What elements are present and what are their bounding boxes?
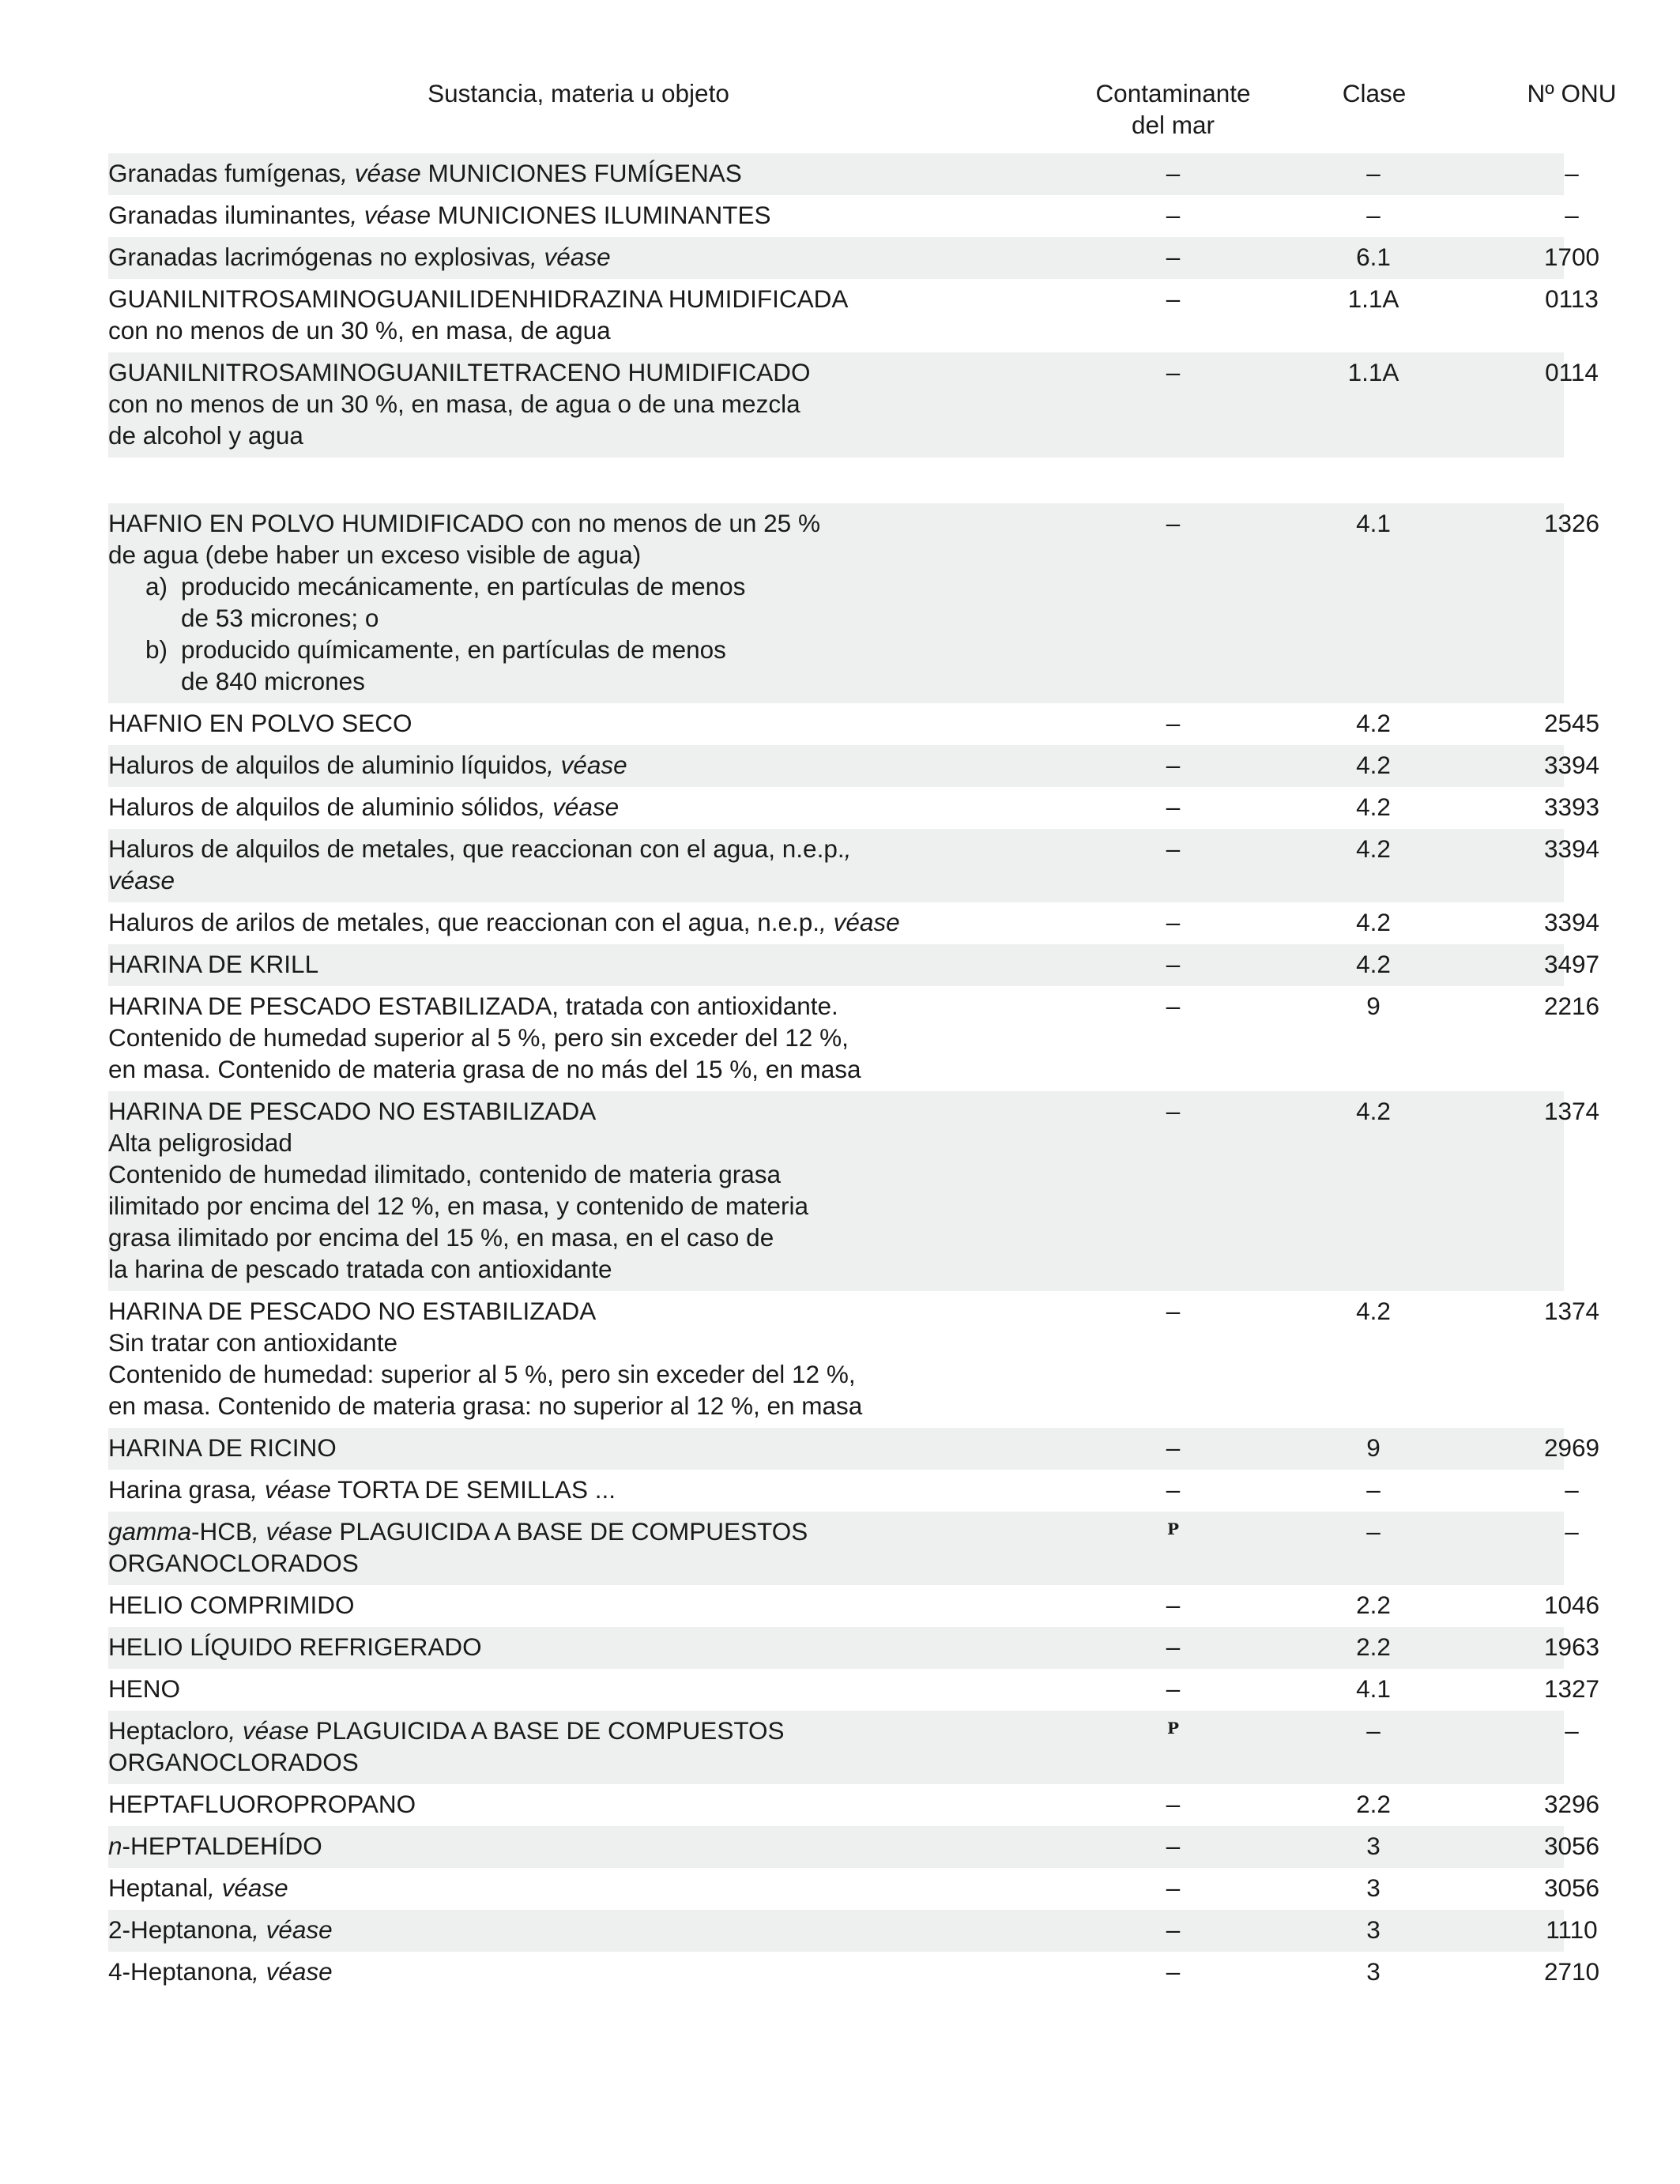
substance-line bbox=[108, 1715, 962, 1746]
un-number-cell: 2545 bbox=[1543, 709, 1600, 737]
marine-pollutant-cell: – bbox=[1166, 1632, 1181, 1661]
marine-pollutant-cell: – bbox=[1166, 159, 1181, 187]
table-row bbox=[108, 1784, 1600, 1826]
table-row bbox=[108, 1711, 1579, 1784]
class-cell: – bbox=[1366, 1716, 1381, 1745]
substance-line bbox=[108, 1295, 962, 1327]
text: Contenido de humedad: superior al 5 %, pero sin exceder del 12 %, bbox=[108, 1360, 856, 1388]
substance-cell bbox=[108, 1474, 962, 1505]
substance-line bbox=[108, 1358, 962, 1390]
un-number-cell: – bbox=[1565, 159, 1579, 187]
marine-pollutant-cell: – bbox=[1166, 1790, 1181, 1818]
substance-line bbox=[108, 864, 962, 896]
text: GUANILNITROSAMINOGUANILIDENHIDRAZINA HUMIDIFICADA bbox=[108, 284, 849, 313]
substance-cell bbox=[108, 990, 962, 1085]
italic-text: gamma bbox=[108, 1517, 192, 1546]
table-row bbox=[108, 703, 1600, 745]
marine-pollutant-cell: – bbox=[1166, 751, 1181, 779]
substance-line bbox=[108, 1127, 962, 1158]
marine-pollutant-cell: – bbox=[1166, 358, 1181, 386]
substance-cell bbox=[108, 157, 962, 189]
substance-line bbox=[108, 1222, 962, 1253]
header-class: Clase bbox=[1342, 79, 1407, 107]
substance-line bbox=[108, 1190, 962, 1222]
table-row bbox=[108, 1627, 1600, 1669]
table-row bbox=[108, 1826, 1600, 1868]
marine-pollutant-cell: – bbox=[1166, 908, 1181, 936]
class-cell: 3 bbox=[1366, 1873, 1381, 1902]
marine-pollutant-cell: – bbox=[1166, 992, 1181, 1020]
substance-line bbox=[108, 539, 962, 570]
substance-cell bbox=[108, 1830, 962, 1862]
text: la harina de pescado tratada con antioxidante bbox=[108, 1255, 612, 1283]
table-row bbox=[108, 195, 1579, 237]
italic-text: , véase bbox=[252, 1915, 333, 1944]
substance-cell bbox=[108, 283, 962, 346]
substance-line bbox=[108, 1390, 962, 1421]
text: Heptanal bbox=[108, 1873, 209, 1902]
text: Heptacloro bbox=[108, 1716, 229, 1745]
class-cell: 4.1 bbox=[1356, 509, 1391, 537]
marine-pollutant-cell: – bbox=[1166, 1297, 1181, 1325]
marine-pollutant-mark: P bbox=[1166, 1719, 1180, 1738]
substance-line bbox=[108, 1788, 962, 1820]
header-un-number: Nº ONU bbox=[1527, 79, 1617, 107]
text: HARINA DE RICINO bbox=[108, 1433, 337, 1462]
text: Harina grasa bbox=[108, 1475, 251, 1504]
un-number-cell: 1374 bbox=[1543, 1097, 1600, 1125]
sub-item-line: de 840 micrones bbox=[181, 667, 365, 695]
un-number-cell: 3394 bbox=[1543, 908, 1600, 936]
class-cell: 4.2 bbox=[1356, 1097, 1391, 1125]
text: GUANILNITROSAMINOGUANILTETRACENO HUMIDIFICADO bbox=[108, 358, 811, 386]
italic-text: , véase bbox=[252, 1957, 333, 1986]
sub-item-line: de 53 micrones; o bbox=[181, 604, 379, 632]
substance-cell bbox=[108, 791, 962, 823]
substance-cell bbox=[108, 507, 962, 697]
marine-pollutant-cell: – bbox=[1166, 243, 1181, 271]
class-cell: 4.2 bbox=[1356, 908, 1391, 936]
un-number-cell: 3393 bbox=[1543, 793, 1600, 821]
sub-item-label: a) bbox=[145, 572, 168, 601]
substance-line bbox=[108, 707, 962, 739]
text: con no menos de un 30 %, en masa, de agua bbox=[108, 316, 611, 345]
sub-item-text bbox=[181, 570, 745, 634]
un-number-cell: – bbox=[1565, 1475, 1579, 1504]
text: HARINA DE KRILL bbox=[108, 950, 319, 978]
italic-text: , véase bbox=[538, 793, 620, 821]
substance-line bbox=[108, 241, 962, 273]
un-number-cell: 0114 bbox=[1545, 358, 1599, 386]
class-cell: – bbox=[1366, 159, 1381, 187]
substance-line bbox=[108, 948, 962, 980]
substance-line bbox=[108, 1547, 962, 1579]
marine-pollutant-cell: – bbox=[1166, 1873, 1181, 1902]
un-number-cell: 2969 bbox=[1543, 1433, 1600, 1462]
table-row bbox=[108, 1091, 1600, 1291]
un-number-cell: 2710 bbox=[1543, 1957, 1600, 1986]
sub-item-label: b) bbox=[145, 635, 168, 664]
class-cell: 4.2 bbox=[1356, 751, 1391, 779]
class-cell: 4.2 bbox=[1356, 709, 1391, 737]
un-number-cell: 3296 bbox=[1543, 1790, 1600, 1818]
text: 4-Heptanona bbox=[108, 1957, 253, 1986]
marine-pollutant-cell: – bbox=[1166, 1097, 1181, 1125]
marine-pollutant-cell: – bbox=[1166, 1433, 1181, 1462]
substance-line bbox=[108, 1474, 962, 1505]
marine-pollutant-cell: – bbox=[1166, 709, 1181, 737]
class-cell: 3 bbox=[1366, 1957, 1381, 1986]
marine-pollutant-cell: – bbox=[1166, 1674, 1181, 1703]
italic-text: , véase bbox=[819, 908, 900, 936]
class-cell: 2.2 bbox=[1356, 1790, 1391, 1818]
text: Alta peligrosidad bbox=[108, 1128, 292, 1157]
substance-line bbox=[108, 314, 962, 346]
text: Haluros de alquilos de aluminio líquidos bbox=[108, 751, 548, 779]
un-number-cell: 0113 bbox=[1545, 284, 1599, 313]
substance-line bbox=[108, 1830, 962, 1862]
class-cell: 1.1A bbox=[1347, 284, 1399, 313]
substance-line bbox=[108, 1022, 962, 1053]
text: de alcohol y agua bbox=[108, 421, 303, 450]
class-cell: 3 bbox=[1366, 1832, 1381, 1860]
text: PLAGUICIDA A BASE DE COMPUESTOS bbox=[308, 1716, 785, 1745]
substance-cell bbox=[108, 1715, 962, 1778]
italic-text: , véase bbox=[228, 1716, 309, 1745]
class-cell: – bbox=[1366, 201, 1381, 229]
substance-cell bbox=[108, 1788, 962, 1820]
sub-item-text bbox=[181, 634, 726, 697]
marine-pollutant-cell: – bbox=[1166, 1915, 1181, 1944]
table-header bbox=[108, 77, 1617, 153]
substance-cell bbox=[108, 1589, 962, 1621]
table-row bbox=[108, 153, 1579, 195]
substance-cell bbox=[108, 199, 962, 231]
substance-line bbox=[108, 1872, 962, 1903]
class-cell: 9 bbox=[1366, 992, 1381, 1020]
class-cell: 2.2 bbox=[1356, 1632, 1391, 1661]
table-row bbox=[108, 1952, 1600, 1994]
marine-pollutant-cell: – bbox=[1166, 834, 1181, 863]
un-number-cell: 1046 bbox=[1543, 1591, 1600, 1619]
italic-text: , véase bbox=[208, 1873, 288, 1902]
dangerous-goods-table bbox=[108, 77, 1617, 1994]
substance-cell bbox=[108, 1631, 962, 1662]
text: -HCB bbox=[191, 1517, 253, 1546]
class-cell: 4.2 bbox=[1356, 1297, 1391, 1325]
table-row bbox=[108, 1910, 1598, 1952]
substance-line bbox=[108, 199, 962, 231]
text: Granadas iluminantes bbox=[108, 201, 351, 229]
marine-pollutant-cell: – bbox=[1166, 793, 1181, 821]
text: HENO bbox=[108, 1674, 181, 1703]
substance-line bbox=[108, 1095, 962, 1127]
substance-cell bbox=[108, 906, 962, 938]
substance-cell bbox=[108, 1516, 962, 1579]
table-row bbox=[108, 1868, 1600, 1910]
text: Haluros de alquilos de aluminio sólidos bbox=[108, 793, 539, 821]
table-row bbox=[108, 237, 1600, 279]
text: HARINA DE PESCADO ESTABILIZADA, tratada con antioxidante. bbox=[108, 992, 838, 1020]
substance-line bbox=[108, 1158, 962, 1190]
substance-line bbox=[108, 1327, 962, 1358]
substance-line bbox=[108, 749, 962, 781]
substance-cell bbox=[108, 749, 962, 781]
marine-pollutant-mark: P bbox=[1166, 1519, 1180, 1538]
table-row bbox=[108, 902, 1600, 944]
substance-line bbox=[108, 388, 962, 420]
table-row bbox=[108, 829, 1600, 902]
table-row bbox=[108, 352, 1599, 458]
substance-line bbox=[108, 1432, 962, 1463]
substance-cell bbox=[108, 241, 962, 273]
table-row bbox=[108, 944, 1600, 986]
un-number-cell: 3056 bbox=[1543, 1832, 1600, 1860]
un-number-cell: 1327 bbox=[1543, 1674, 1600, 1703]
text: ilimitado por encima del 12 %, en masa, y contenido de materia bbox=[108, 1192, 808, 1220]
text: HARINA DE PESCADO NO ESTABILIZADA bbox=[108, 1297, 597, 1325]
substance-line bbox=[108, 1631, 962, 1662]
table-row bbox=[108, 1470, 1579, 1512]
italic-text: , véase bbox=[252, 1517, 333, 1546]
marine-pollutant-cell: – bbox=[1166, 284, 1181, 313]
un-number-cell: 1963 bbox=[1543, 1632, 1600, 1661]
class-cell: 4.2 bbox=[1356, 793, 1391, 821]
text: Granadas lacrimógenas no explosivas bbox=[108, 243, 531, 271]
italic-text: n bbox=[108, 1832, 122, 1860]
table-row bbox=[108, 745, 1600, 787]
un-number-cell: 1326 bbox=[1543, 509, 1600, 537]
marine-pollutant-cell: – bbox=[1166, 1475, 1181, 1504]
substance-cell bbox=[108, 948, 962, 980]
text: Haluros de arilos de metales, que reaccionan con el agua, n.e.p. bbox=[108, 908, 820, 936]
un-number-cell: 3394 bbox=[1543, 751, 1600, 779]
un-number-cell: 1374 bbox=[1543, 1297, 1600, 1325]
substance-line bbox=[108, 833, 962, 864]
italic-text: , véase bbox=[547, 751, 627, 779]
un-number-cell: 1700 bbox=[1543, 243, 1600, 271]
substance-line bbox=[108, 356, 962, 388]
text: Haluros de alquilos de metales, que reaccionan con el agua, n.e.p. bbox=[108, 834, 845, 863]
sub-item bbox=[108, 634, 962, 697]
substance-cell bbox=[108, 1956, 962, 1987]
marine-pollutant-cell: – bbox=[1166, 1957, 1181, 1986]
class-cell: 4.2 bbox=[1356, 950, 1391, 978]
substance-line bbox=[108, 1914, 962, 1945]
text: HAFNIO EN POLVO HUMIDIFICADO con no menos de un 25 % bbox=[108, 509, 820, 537]
table-row bbox=[108, 503, 1600, 703]
substance-line bbox=[108, 1746, 962, 1778]
un-number-cell: – bbox=[1565, 1517, 1579, 1546]
substance-cell bbox=[108, 1872, 962, 1903]
italic-text: véase bbox=[108, 866, 175, 894]
text: Granadas fumígenas bbox=[108, 159, 341, 187]
text: con no menos de un 30 %, en masa, de agua o de una mezcla bbox=[108, 390, 800, 418]
substance-cell bbox=[108, 1095, 962, 1285]
text: HAFNIO EN POLVO SECO bbox=[108, 709, 412, 737]
un-number-cell: – bbox=[1565, 201, 1579, 229]
table-row bbox=[108, 1669, 1600, 1711]
marine-pollutant-cell: – bbox=[1166, 1591, 1181, 1619]
table-row bbox=[108, 1585, 1600, 1627]
class-cell: 1.1A bbox=[1347, 358, 1399, 386]
un-number-cell: 3497 bbox=[1543, 950, 1600, 978]
substance-line bbox=[108, 1589, 962, 1621]
substance-line bbox=[108, 1516, 962, 1547]
table-row bbox=[108, 986, 1600, 1091]
text: ORGANOCLORADOS bbox=[108, 1549, 359, 1577]
italic-text: , véase bbox=[341, 159, 421, 187]
table-row bbox=[108, 1291, 1600, 1428]
text: HEPTAFLUOROPROPANO bbox=[108, 1790, 416, 1818]
text: grasa ilimitado por encima del 15 %, en masa, en el caso de bbox=[108, 1223, 774, 1252]
un-number-cell: 3394 bbox=[1543, 834, 1600, 863]
substance-cell bbox=[108, 1432, 962, 1463]
italic-text: , véase bbox=[350, 201, 431, 229]
table-row bbox=[108, 1428, 1600, 1470]
header-marine-pollutant: Contaminante del mar bbox=[1095, 79, 1251, 139]
row-spacer bbox=[108, 458, 1564, 503]
table-body bbox=[108, 153, 1600, 1994]
un-number-cell: 3056 bbox=[1543, 1873, 1600, 1902]
text: HARINA DE PESCADO NO ESTABILIZADA bbox=[108, 1097, 597, 1125]
text: 2-Heptanona bbox=[108, 1915, 253, 1944]
class-cell: 6.1 bbox=[1356, 243, 1391, 271]
class-cell: 2.2 bbox=[1356, 1591, 1391, 1619]
italic-text: , véase bbox=[250, 1475, 331, 1504]
header-substance: Sustancia, materia u objeto bbox=[428, 79, 729, 107]
sub-item-line: producido mecánicamente, en partículas de menos bbox=[181, 572, 746, 601]
class-cell: 3 bbox=[1366, 1915, 1381, 1944]
marine-pollutant-cell: – bbox=[1166, 950, 1181, 978]
text: TORTA DE SEMILLAS ... bbox=[330, 1475, 616, 1504]
table-row bbox=[108, 1512, 1579, 1585]
italic-text: , bbox=[844, 834, 852, 863]
substance-line bbox=[108, 157, 962, 189]
sub-item-line: producido químicamente, en partículas de menos bbox=[181, 635, 726, 664]
substance-line bbox=[108, 791, 962, 823]
substance-line bbox=[108, 283, 962, 314]
text: Contenido de humedad ilimitado, contenido de materia grasa bbox=[108, 1160, 782, 1188]
text: Contenido de humedad superior al 5 %, pero sin exceder del 12 %, bbox=[108, 1023, 849, 1052]
marine-pollutant-cell: – bbox=[1166, 509, 1181, 537]
text: PLAGUICIDA A BASE DE COMPUESTOS bbox=[332, 1517, 808, 1546]
class-cell: – bbox=[1366, 1517, 1381, 1546]
text: MUNICIONES ILUMINANTES bbox=[430, 201, 771, 229]
substance-line bbox=[108, 1253, 962, 1285]
class-cell: 4.2 bbox=[1356, 834, 1391, 863]
substance-line bbox=[108, 1053, 962, 1085]
substance-line bbox=[108, 1956, 962, 1987]
text: MUNICIONES FUMÍGENAS bbox=[420, 159, 742, 187]
italic-text: , véase bbox=[530, 243, 611, 271]
substance-cell bbox=[108, 1914, 962, 1945]
marine-pollutant-cell: – bbox=[1166, 201, 1181, 229]
substance-cell bbox=[108, 1295, 962, 1421]
substance-cell bbox=[108, 833, 962, 896]
text: de agua (debe haber un exceso visible de agua) bbox=[108, 540, 642, 569]
text: en masa. Contenido de materia grasa: no superior al 12 %, en masa bbox=[108, 1391, 863, 1420]
marine-pollutant-cell: – bbox=[1166, 1832, 1181, 1860]
substance-line bbox=[108, 1673, 962, 1704]
text: HELIO COMPRIMIDO bbox=[108, 1591, 355, 1619]
substance-line bbox=[108, 906, 962, 938]
substance-cell bbox=[108, 707, 962, 739]
un-number-cell: 1110 bbox=[1546, 1915, 1598, 1944]
class-cell: 9 bbox=[1366, 1433, 1381, 1462]
text: en masa. Contenido de materia grasa de no más del 15 %, en masa bbox=[108, 1055, 861, 1083]
substance-line bbox=[108, 507, 962, 539]
substance-cell bbox=[108, 1673, 962, 1704]
table-row bbox=[108, 787, 1600, 829]
class-cell: – bbox=[1366, 1475, 1381, 1504]
sub-item bbox=[108, 570, 962, 634]
text: HELIO LÍQUIDO REFRIGERADO bbox=[108, 1632, 482, 1661]
un-number-cell: 2216 bbox=[1543, 992, 1600, 1020]
substance-line bbox=[108, 990, 962, 1022]
substance-line bbox=[108, 420, 962, 451]
un-number-cell: – bbox=[1565, 1716, 1579, 1745]
table-row bbox=[108, 279, 1599, 352]
substance-cell bbox=[108, 356, 962, 451]
text: -HEPTALDEHÍDO bbox=[122, 1832, 322, 1860]
text: Sin tratar con antioxidante bbox=[108, 1328, 397, 1357]
text: ORGANOCLORADOS bbox=[108, 1748, 359, 1776]
class-cell: 4.1 bbox=[1356, 1674, 1391, 1703]
